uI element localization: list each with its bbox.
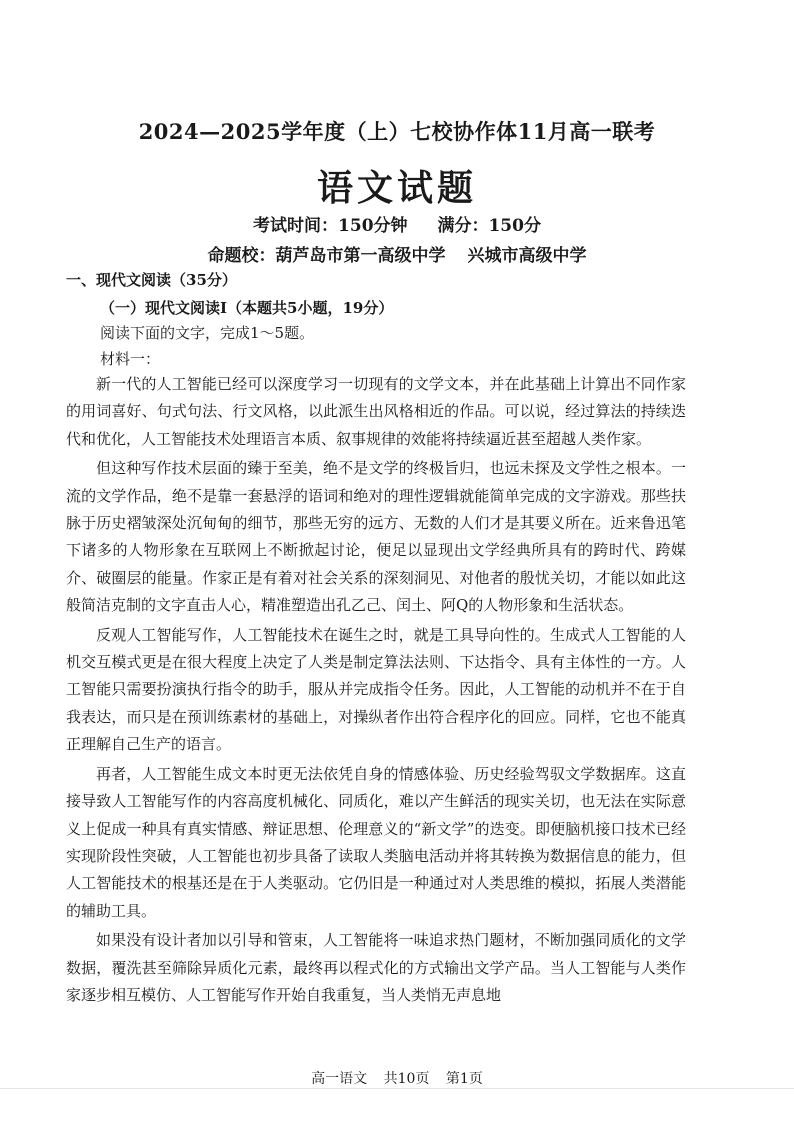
- subject-title: 语文试题: [316, 167, 477, 209]
- reading-instruction: 阅读下面的文字，完成1～5题。: [100, 324, 315, 342]
- passage-paragraph: 反观人工智能写作，人工智能技术在诞生之时，就是工具导向性的。生成式人工智能的人机交互模式更是在很大程度上决定了人类是制定算法法则、下达指令、具有主体性的一方。人工智能只需要扮演执行指令的助手，服从并完成指令任务。因此，人工智能的动机并不在于自我表达，而只是在预训练素材的基础上，对操纵者作出符合程序化的回应。同样，它也不能真正理解自己生产的语言。: [66, 625, 686, 754]
- passage-paragraph: 再者，人工智能生成文本时更无法依凭自身的情感体验、历史经验驾驭文学数据库。这直接导致人工智能写作的内容高度机械化、同质化，难以产生鲜活的现实关切，也无法在实际意义上促成一种具有真实情感、辩证思想、伦理意义的“新文学”的迭变。即便脑机接口技术已经实现阶段性突破，人工智能也初步具备了读取人类脑电活动并将其转换为数据信息的能力，但人工智能技术的根基还是在于人类驱动。它仍旧是一种通过对人类思维的模拟，拓展人类潜能的辅助工具。: [66, 764, 686, 920]
- passage-paragraph: 如果没有设计者加以引导和管束，人工智能将一味追求热门题材，不断加强同质化的文学数据，覆洗甚至筛除异质化元素，最终再以程式化的方式输出文学产品。当人工智能与人类作家逐步相互模仿、人工智能写作开始自我重复，当人类悄无声息地: [66, 931, 686, 1004]
- section-heading: 一、现代文阅读（35分）: [66, 271, 237, 289]
- exam-title: 2024—2025学年度（上）七校协作体11月高一联考: [138, 119, 656, 144]
- exam-score: 满分：150分: [437, 216, 541, 236]
- exam-info: [0, 211, 794, 236]
- passage-body: [66, 371, 686, 1011]
- school-1: 命题校：葫芦岛市第一高级中学: [207, 246, 446, 266]
- footer-total: 共10页: [383, 1071, 430, 1087]
- passage-paragraph: 但这种写作技术层面的臻于至美，绝不是文学的终极旨归，也远未探及文学性之根本。一流的文学作品，绝不是靠一套悬浮的语词和绝对的理性逻辑就能简单完成的文字游戏。那些扶脉于历史褶皱深处沉甸甸的细节，那些无穷的远方、无数的人们才是其要义所在。近来鲁迅笔下诸多的人物形象在互联网上不断掀起讨论，便足以显现出文学经典所具有的跨时代、跨媒介、破圈层的能量。作家正是有着对社会关系的深刻洞见、对他者的殷忧关切，才能以如此这般简洁克制的文字直击人心，精准塑造出孔乙己、闰土、阿Q的人物形象和生活状态。: [66, 459, 686, 615]
- setter-schools: [0, 241, 794, 266]
- school-2: 兴城市高级中学: [467, 246, 587, 266]
- passage-paragraph: 新一代的人工智能已经可以深度学习一切现有的文学文本，并在此基础上计算出不同作家的用词喜好、句式句法、行文风格，以此派生出风格相近的作品。可以说，经过算法的持续迭代和优化，人工智能技术处理语言本质、叙事规律的效能将持续逼近甚至超越人类作家。: [66, 375, 686, 448]
- footer-subject: 高一语文: [311, 1071, 368, 1087]
- material-label: 材料一：: [100, 350, 161, 368]
- footer-divider: [0, 1088, 794, 1089]
- exam-time: 考试时间：150分钟: [253, 216, 408, 236]
- footer-page: 第1页: [445, 1071, 483, 1087]
- subsection-heading: （一）现代文阅读Ⅰ（本题共5小题，19分）: [100, 299, 394, 317]
- page-footer: [0, 1068, 794, 1088]
